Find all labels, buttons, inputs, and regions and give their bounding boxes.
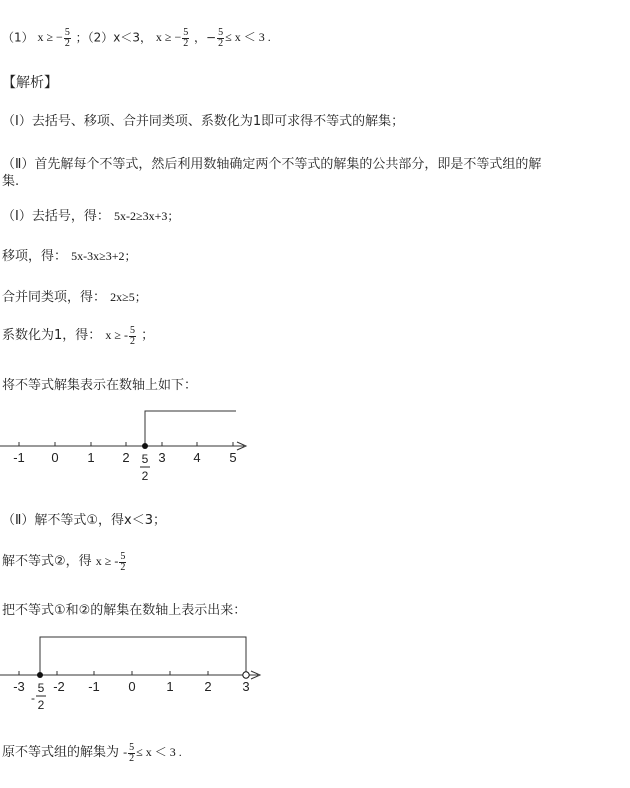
step4-label: 系数化为1，得：	[2, 328, 102, 343]
conclusion-expression: - $\frac{5}{2}$ ≤ x ＜ 3 .	[123, 741, 182, 764]
answer-ineq2: x ≥ − $\frac{5}{2}$	[155, 27, 189, 49]
mark-numerator: 5	[37, 681, 45, 695]
step1-expression: 5x-2≥3x+3；	[113, 209, 180, 223]
mark-sign: -	[31, 691, 35, 705]
step3-expression: 2x≥5；	[110, 290, 147, 304]
part2-step2-line	[2, 550, 127, 573]
answer-part1-label: （1）	[2, 30, 34, 45]
solution-bracket	[145, 411, 236, 446]
step1-line	[2, 205, 179, 224]
step3-line	[2, 286, 147, 305]
step2-line	[2, 245, 137, 264]
part2-step2-label: 解不等式②，得	[2, 554, 92, 569]
closed-point	[37, 672, 43, 678]
axis-ticks	[19, 442, 233, 446]
tick-label: -1	[13, 450, 25, 465]
tick-label: 1	[87, 450, 95, 465]
answer-part2-label: ；（2）x＜3，	[75, 30, 153, 45]
number-line-1	[0, 400, 260, 490]
tick-label: 3	[158, 450, 166, 465]
tick-label: 5	[229, 450, 237, 465]
step1-label: （Ⅰ）去括号，得：	[2, 209, 110, 224]
numberline2-caption: 把不等式①和②的解集在数轴上表示出来：	[2, 603, 247, 618]
step3-label: 合并同类项，得：	[2, 290, 107, 305]
tick-label: 2	[204, 679, 212, 694]
mark-numerator: 5	[141, 452, 149, 466]
number-line-2	[0, 625, 270, 720]
step2-expression: 5x-3x≥3+2；	[71, 249, 137, 263]
numberline1-caption: 将不等式解集表示在数轴上如下：	[2, 378, 198, 393]
answer-ineq3: $\frac{5}{2}$ ≤ x ＜ 3 .	[218, 27, 271, 49]
tick-label: 2	[122, 450, 130, 465]
closed-point	[142, 443, 148, 449]
axis-ticks	[19, 671, 246, 675]
solution-bracket	[40, 637, 246, 675]
section-title: 【解析】	[2, 75, 58, 91]
tick-label: 0	[51, 450, 59, 465]
conclusion-label: 原不等式组的解集为	[2, 745, 120, 760]
step4-line	[2, 324, 154, 347]
step4-end: ；	[141, 328, 155, 343]
conclusion-line	[2, 741, 182, 764]
part2-step2-expression: x ≥ - $\frac{5}{2}$	[95, 550, 126, 573]
mark-denominator: 2	[37, 698, 45, 712]
open-point	[243, 672, 249, 678]
part2-summary-line2: 集.	[2, 174, 20, 189]
mark-denominator: 2	[141, 469, 149, 483]
answer-ineq1: x ≥ − $\frac{5}{2}$	[37, 27, 70, 49]
step2-label: 移项，得：	[2, 249, 68, 264]
tick-label: -2	[53, 679, 65, 694]
tick-label: 1	[166, 679, 174, 694]
part2-step1: （Ⅱ）解不等式①，得x＜3；	[2, 513, 167, 528]
tick-label: 4	[193, 450, 201, 465]
tick-label: 0	[128, 679, 136, 694]
answer-line	[2, 28, 271, 49]
tick-label: 3	[242, 679, 250, 694]
part2-summary-line1: （Ⅱ）首先解每个不等式，然后利用数轴确定两个不等式的解集的公共部分，即是不等式组的解	[2, 157, 542, 172]
answer-separator: ，−	[194, 30, 217, 45]
tick-label: -3	[13, 679, 25, 694]
step4-expression: x ≥ - $\frac{5}{2}$	[105, 324, 136, 347]
part1-summary: （Ⅰ）去括号、移项、合并同类项、系数化为1即可求得不等式的解集；	[2, 114, 405, 129]
tick-label: -1	[88, 679, 100, 694]
